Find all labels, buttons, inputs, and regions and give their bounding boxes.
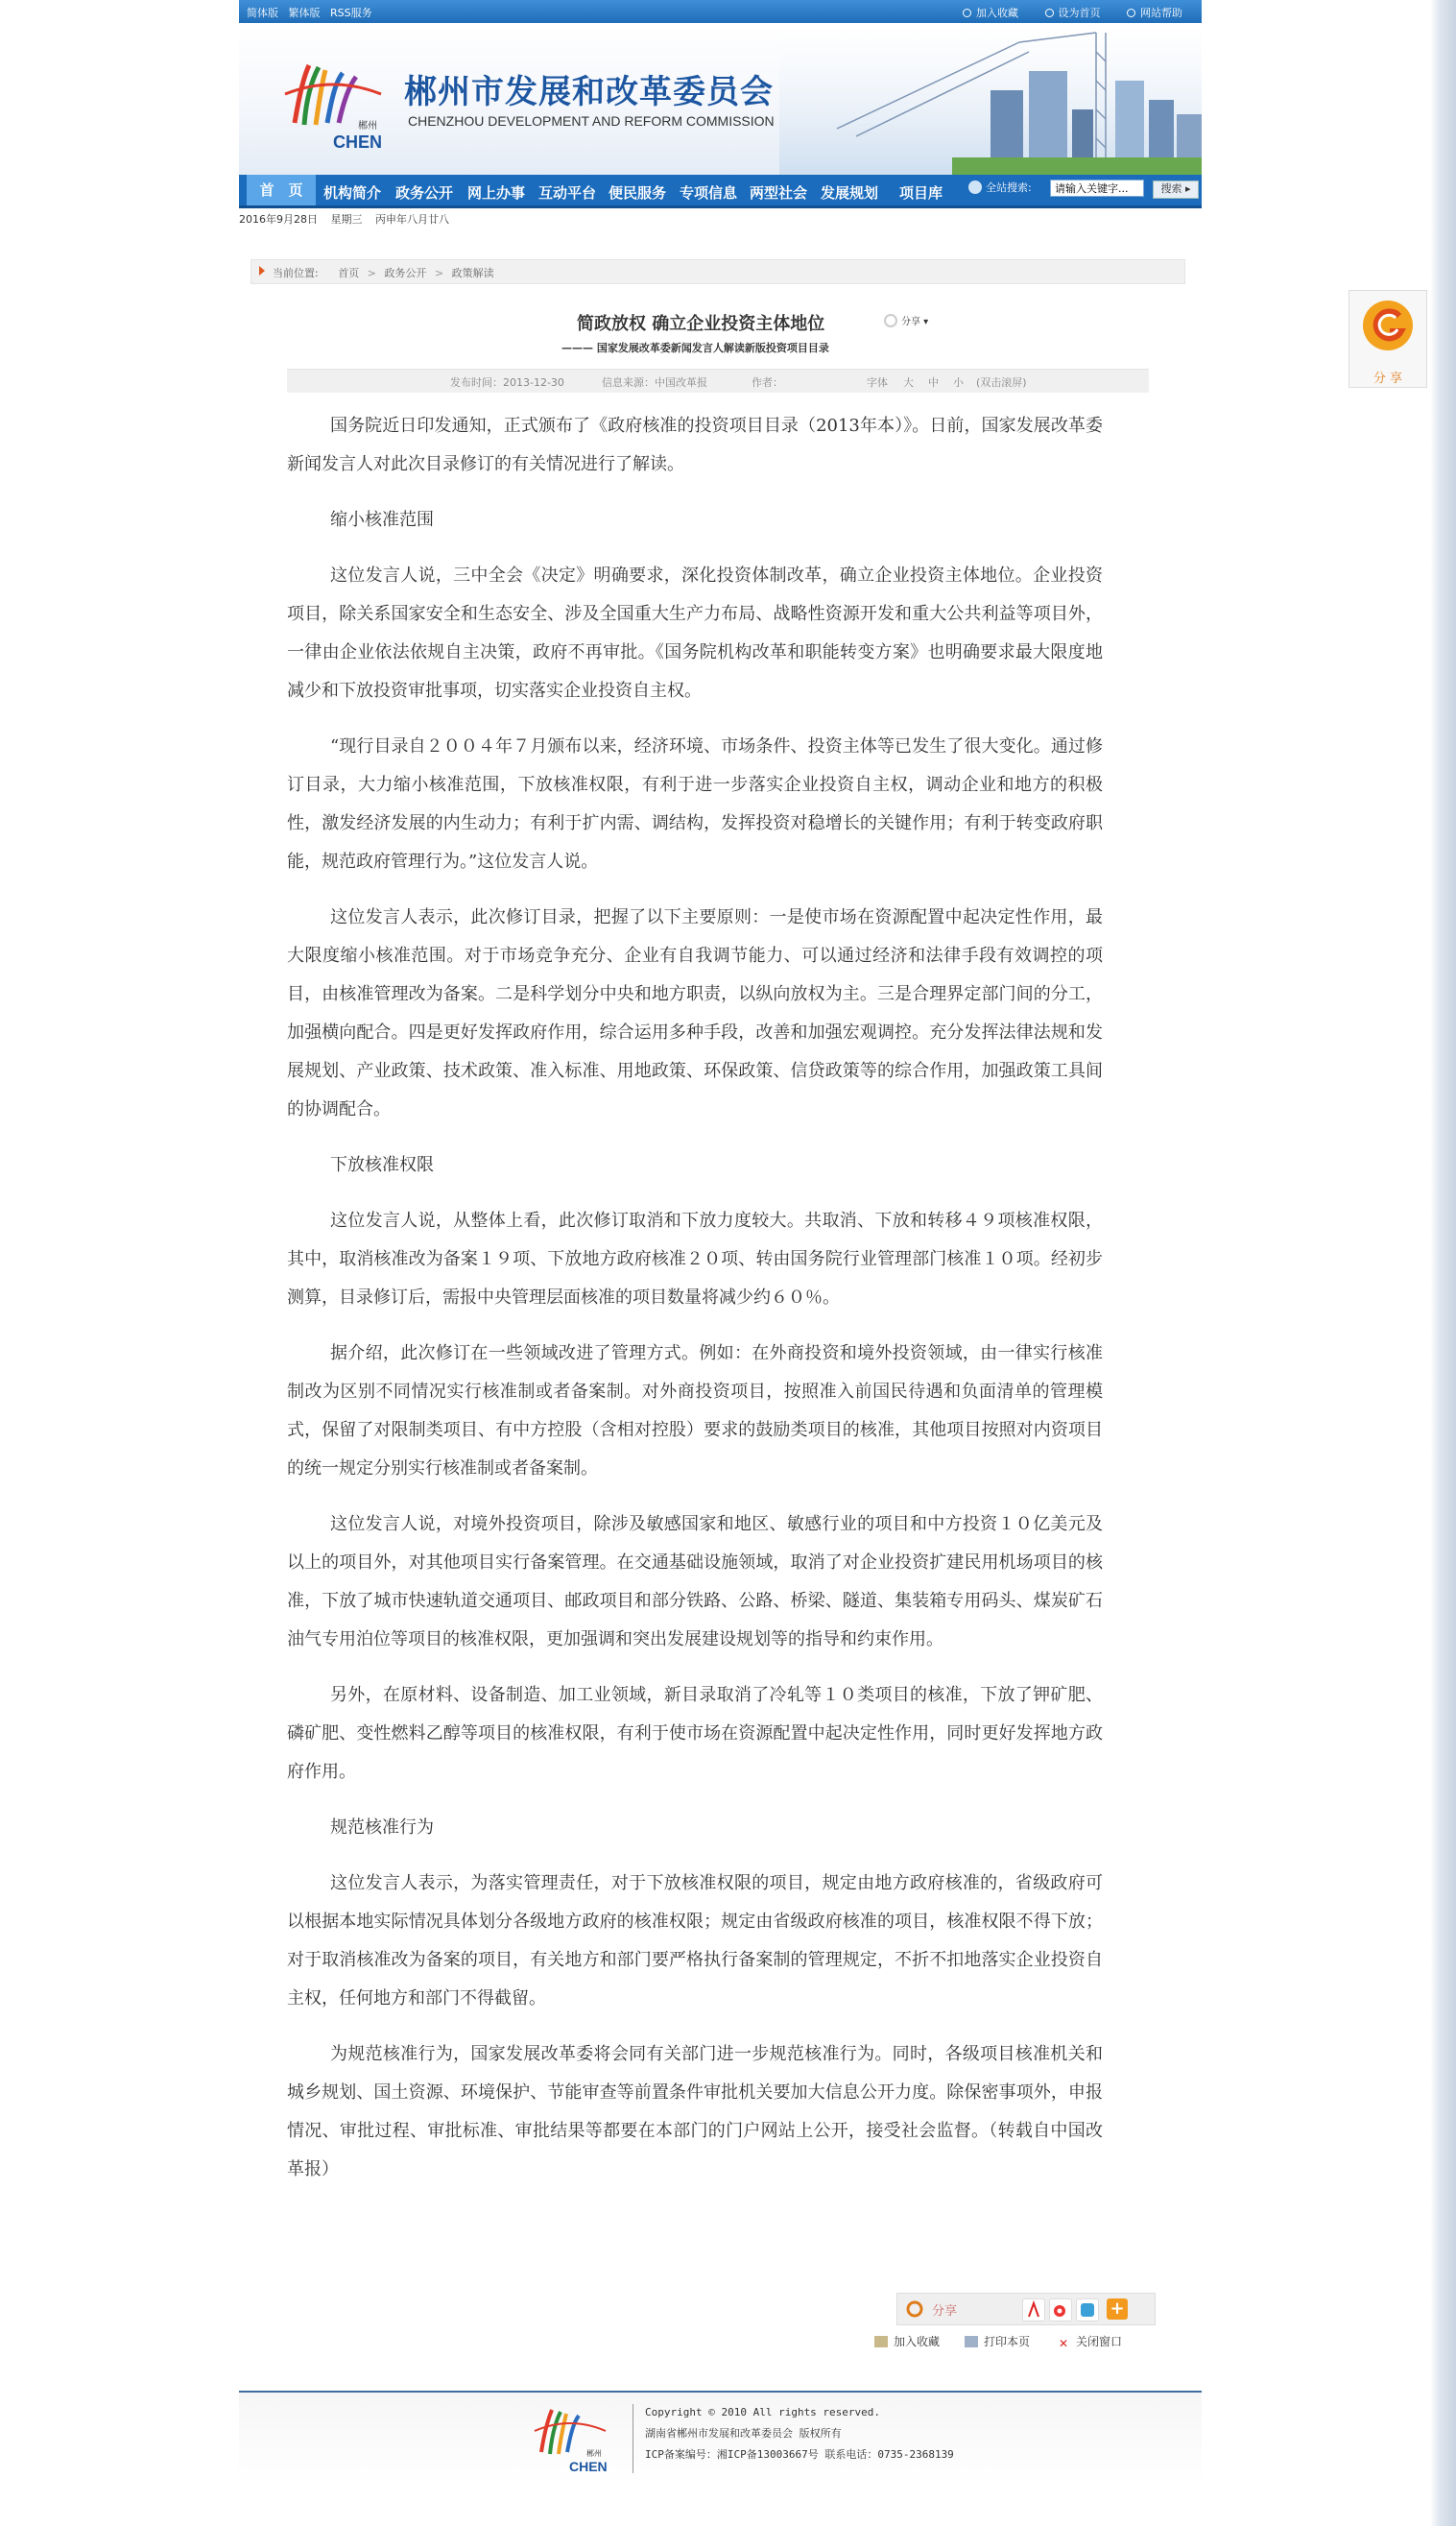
breadcrumb-separator: > [434,267,444,279]
pdf-share-icon[interactable] [1022,2298,1045,2322]
top-bar [239,0,1202,23]
search-label-group [968,180,1032,195]
nav-item-gov-affairs[interactable]: 政务公开 [395,184,454,202]
copyright-line: Copyright © 2010 All rights reserved. [645,2406,881,2418]
arrow-icon [259,266,265,276]
search-icon [968,180,982,194]
footer-logo-text: CHEN [569,2459,608,2474]
footer-text [645,2402,954,2466]
scroll-toggle[interactable]: (双击滚屏) [976,376,1027,389]
nav-item-project-db[interactable]: 项目库 [899,184,943,202]
footer [239,2391,1202,2485]
site-help-link[interactable] [1127,7,1182,19]
section-heading: 规范核准行为 [330,1817,434,1838]
nav-home[interactable]: 首 页 [247,175,316,205]
paragraph: 国务院近日印发通知，正式颁布了《政府核准的投资项目目录（2013年本）》。日前，国家发展改革委新闻发言人对此次目录修订的有关情况进行了解读。 [287,416,1103,474]
nav-item-online-service[interactable]: 网上办事 [467,184,526,202]
paragraph: 这位发言人说，从整体上看，此次修订取消和下放力度较大。共取消、下放和转移４９项核准权限，其中，取消核准改为备案１９项、下放地方政府核准２０项、转由国务院行业管理部门核准１０项。经初步测算，目录修订后，需报中央管理层面核准的项目数量将减少约６０％。 [287,1211,1103,1308]
close-window-label: 关闭窗口 [1076,2335,1123,2348]
article-title: 简政放权 确立企业投资主体地位 [577,314,825,334]
paragraph: 这位发言人说，对境外投资项目，除涉及敏感国家和地区、敏感行业的项目和中方投资１０亿美元及以上的项目外，对其他项目实行备案管理。在交通基础设施领域，取消了对企业投资扩建民用机场项目的核准，下放了城市快速轨道交通项目、邮政项目和部分铁路、公路、桥梁、隧道、集装箱专用码头、煤炭矿石油气专用泊位等项目的核准权限，更加强调和突出发展建设规划等的指导和约束作用。 [287,1514,1103,1649]
search-label: 全站搜索: [986,181,1032,194]
font-large-button[interactable]: 大 [903,376,914,389]
site-help-label: 网站帮助 [1140,7,1182,19]
font-size-label: 字体 [867,376,888,389]
breadcrumb-label: 当前位置: [273,267,319,279]
search-button[interactable]: 搜索 ▸ [1153,180,1199,199]
nav-item-interaction[interactable]: 互动平台 [538,184,597,202]
article-meta [287,369,1149,393]
qzone-share-icon[interactable] [1076,2298,1099,2322]
current-date: 2016年9月28日 [239,213,318,226]
circle-icon [1045,9,1054,17]
more-share-icon[interactable]: + [1107,2298,1128,2320]
weibo-share-icon[interactable] [1049,2298,1072,2322]
share-logo-icon [1361,299,1415,352]
owner-line: 湖南省郴州市发展和改革委员会 版权所有 [645,2427,842,2440]
bookmark-icon [874,2336,888,2347]
font-small-button[interactable]: 小 [953,376,964,389]
top-right-links [940,5,1182,20]
breadcrumb-policy[interactable]: 政策解读 [451,267,494,279]
print-action[interactable] [965,2333,1030,2349]
nav-item-planning[interactable]: 发展规划 [821,184,879,202]
floating-share-button[interactable] [1349,290,1427,388]
logo-small-text: 郴州 [358,121,377,132]
rss-link[interactable]: RSS服务 [330,7,372,19]
nav-item-special-info[interactable]: 专项信息 [680,184,738,202]
share-dropdown[interactable] [884,313,928,327]
section-heading: 下放核准权限 [330,1155,434,1175]
paragraph: 为规范核准行为，国家发展改革委将会同有关部门进一步规范核准行为。同时，各级项目核准机关和城乡规划、国土资源、环境保护、节能审查等前置条件审批机关要加大信息公开力度。除保密事项外，申报情况、审批过程、审批标准、审批结果等都要在本部门的门户网站上公开，接受社会监督。（转载自中国改革报） [287,2044,1103,2179]
paragraph: 这位发言人说，三中全会《决定》明确要求，深化投资体制改革，确立企业投资主体地位。企业投资项目，除关系国家安全和生态安全、涉及全国重大生产力布局、战略性资源开发和重大公共利益等项目外，一律由企业依法依规自主决策，政府不再审批。《国务院机构改革和职能转变方案》也明确要求最大限度地减少和下放投资审批事项，切实落实企业投资自主权。 [287,565,1103,701]
article-subtitle: ——— 国家发展改革委新闻发言人解读新版投资项目目录 [561,342,829,354]
breadcrumb-home[interactable]: 首页 [338,267,360,279]
nav-item-two-type[interactable]: 两型社会 [750,184,808,202]
print-icon [965,2336,978,2347]
add-favorite-action-label: 加入收藏 [894,2335,941,2348]
paragraph: 这位发言人表示，此次修订目录，把握了以下主要原则：一是使市场在资源配置中起决定性作用，最大限度缩小核准范围。对于市场竞争充分、企业有自我调节能力、可以通过经济和法律手段有效调控的项目，由核准管理改为备案。二是科学划分中央和地方职责，以纵向放权为主。三是合理界定部门间的分工，加强横向配合。四是更好发挥政府作用，综合运用多种手段，改善和加强宏观调控。充分发挥法律法规和发展规划、产业政策、技术政策、准入标准、用地政策、环保政策、信贷政策等的综合作用，加强政策工具间的协调配合。 [287,907,1103,1119]
banner [239,23,1202,175]
paragraph: 这位发言人表示，为落实管理责任，对于下放核准权限的项目，规定由地方政府核准的，省级政府可以根据本地实际情况具体划分各级地方政府的核准权限；规定由省级政府核准的项目，核准权限不得下放；对于取消核准改为备案的项目，有关地方和部门要严格执行备案制的管理规定，不折不扣地落实企业投资自主权，任何地方和部门不得截留。 [287,1873,1103,2009]
close-icon: ✕ [1058,2337,1069,2350]
paragraph: 据介绍，此次修订在一些领域改进了管理方式。例如：在外商投资和境外投资领域，由一律实行核准制改为区别不同情况实行核准制或者备案制。对外商投资项目，按照准入前国民待遇和负面清单的管理模式，保留了对限制类项目、有中方控股（含相对控股）要求的鼓励类项目的核准，其他项目按照对内资项目的统一规定分别实行核准制或者备案制。 [287,1343,1103,1479]
publish-date: 发布时间：2013-12-30 [450,376,564,389]
main-nav [239,175,1202,208]
simplified-link[interactable]: 简体版 [247,7,278,19]
site-subtitle: CHENZHOU DEVELOPMENT AND REFORM COMMISSION [408,113,775,129]
font-medium-button[interactable]: 中 [928,376,939,389]
add-favorite-label: 加入收藏 [976,7,1018,19]
chevron-down-icon: ▾ [920,317,929,327]
add-favorite-action[interactable] [874,2333,940,2349]
traditional-link[interactable]: 繁体版 [288,7,321,19]
site-title: 郴州市发展和改革委员会 [404,73,774,111]
logo-text: CHEN [333,132,383,152]
paragraph: “现行目录自２００４年７月颁布以来，经济环境、市场条件、投资主体等已发生了很大变化。通过修订目录，大力缩小核准范围，下放核准权限，有利于进一步落实企业投资自主权，调动企业和地方的积极性，激发经济发展的内生动力；有利于扩内需、调结构，发挥投资对稳增长的关键作用；有利于转变政府职能，规范政府管理行为。”这位发言人说。 [287,736,1103,872]
paragraph: 另外，在原材料、设备制造、加工业领域，新目录取消了冷轧等１０类项目的核准，下放了钾矿肥、磷矿肥、变性燃料乙醇等项目的核准权限，有利于使市场在资源配置中起决定性作用，同时更好发挥地方政府作用。 [287,1685,1103,1782]
close-window-action[interactable] [1057,2333,1122,2349]
footer-logo [527,2402,613,2475]
set-homepage-link[interactable] [1045,7,1101,19]
search-input[interactable] [1050,180,1144,197]
date-bar [239,211,459,227]
breadcrumb-gov-affairs[interactable]: 政务公开 [384,267,427,279]
floating-share-label: 分 享 [1372,372,1403,386]
nav-item-convenience[interactable]: 便民服务 [609,184,667,202]
footer-logo-small-text: 郴州 [586,2449,602,2458]
top-left-links [247,5,379,20]
add-favorite-link[interactable] [963,7,1018,19]
skyline-image [779,23,1202,175]
page [239,0,1202,2526]
weekday: 星期三 [330,213,363,226]
circle-icon [963,9,971,17]
nav-item-about[interactable]: 机构简介 [323,184,382,202]
info-source: 信息来源：中国改革报 [602,376,707,389]
share-label: 分享 [901,317,920,327]
share-logo-icon [905,2299,924,2319]
author: 作者： [752,376,783,389]
icp-line: ICP备案编号：湘ICP备13003667号 联系电话：0735-2368139 [645,2448,954,2461]
set-homepage-label: 设为首页 [1058,7,1101,19]
breadcrumb [251,259,1185,284]
circle-icon [1127,9,1135,17]
search-button-label: 搜索 [1160,182,1182,195]
share-bar [896,2293,1156,2325]
breadcrumb-separator: > [367,267,376,279]
print-action-label: 打印本页 [984,2335,1031,2348]
share-bar-label: 分享 [932,2304,958,2319]
share-icon [884,314,897,327]
site-logo[interactable] [275,56,391,152]
section-heading: 缩小核准范围 [330,510,434,530]
article-body [287,407,1103,2206]
lunar-date: 丙申年八月廿八 [375,213,449,226]
